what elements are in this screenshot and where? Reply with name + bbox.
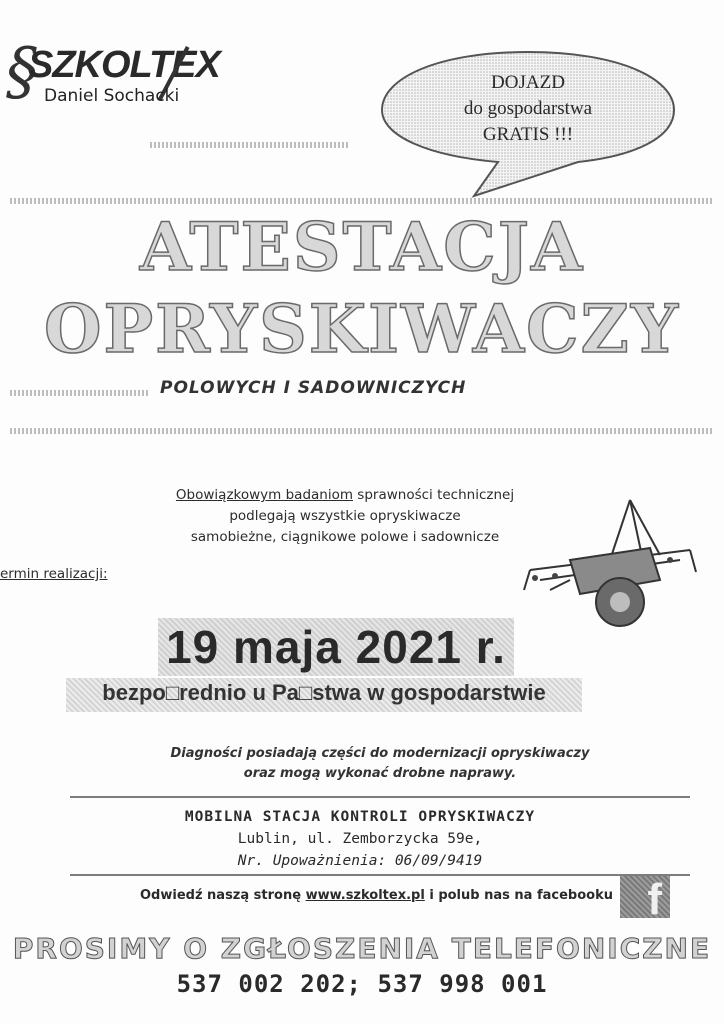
title-line-2: OPRYSKIWACZY (44, 290, 680, 368)
logo-name: SZKOLTEX (28, 44, 220, 86)
diagnostics-note (100, 744, 660, 784)
phone-numbers: 537 002 202; 537 998 001 (176, 970, 548, 998)
dotted-separator-2 (10, 428, 714, 434)
dotted-separator-1 (10, 198, 714, 204)
info-line-1 (150, 485, 540, 506)
logo-owner: Daniel Sochacki (44, 86, 180, 106)
visit-line (140, 888, 613, 903)
logo-paragraph-mark: § (6, 35, 32, 109)
visit-suffix: i polub nas na facebooku (424, 888, 613, 903)
diagnostics-line-2: oraz mogą wykonać drobne naprawy. (243, 766, 517, 781)
bubble-line-3: GRATIS !!! (482, 124, 574, 145)
subtitle: POLOWYCH I SADOWNICZYCH (160, 378, 467, 398)
bubble-line-1: DOJAZD (491, 72, 565, 93)
rule-top (70, 796, 690, 798)
termin-label: ermin realizacji: (0, 566, 108, 582)
facebook-icon[interactable] (620, 875, 670, 924)
info-paragraph (150, 485, 540, 548)
facebook-letter: f (647, 875, 662, 924)
station-authorization: Nr. Upoważnienia: 06/09/9419 (237, 853, 483, 869)
dotted-separator-top-short (150, 142, 350, 148)
date: 19 maja 2021 r. (166, 621, 506, 673)
bubble-line-2: do gospodarstwa (463, 98, 593, 119)
visit-prefix: Odwiedź naszą stronę (140, 888, 306, 903)
station-name: MOBILNA STACJA KONTROLI OPRYSKIWACZY (184, 809, 536, 825)
info-underlined: Obowiązkowym badaniom (175, 487, 353, 503)
title-line-1: ATESTACJA (139, 208, 585, 286)
station-block (80, 806, 640, 872)
info-line-2: podlegają wszystkie opryskiwacze (229, 508, 461, 524)
sprayer-illustration-icon (510, 490, 710, 640)
diagnostics-line-1: Diagności posiadają części do modernizacji opryskiwaczy (170, 746, 590, 761)
location-note: bezpo□rednio u Pa□stwa w gospodarstwie (102, 680, 546, 705)
rule-bottom (70, 874, 690, 876)
info-line-3: samobieżne, ciągnikowe polowe i sadownicze (190, 529, 500, 545)
dotted-separator-left (10, 390, 150, 396)
bubble-text (418, 70, 638, 148)
call-to-action: PROSIMY O ZGŁOSZENIA TELEFONICZNE (12, 932, 712, 965)
website-link[interactable]: www.szkoltex.pl (305, 888, 425, 903)
info-line-1-rest: sprawności technicznej (353, 487, 515, 503)
station-address: Lublin, ul. Zemborzycka 59e, (237, 831, 483, 847)
